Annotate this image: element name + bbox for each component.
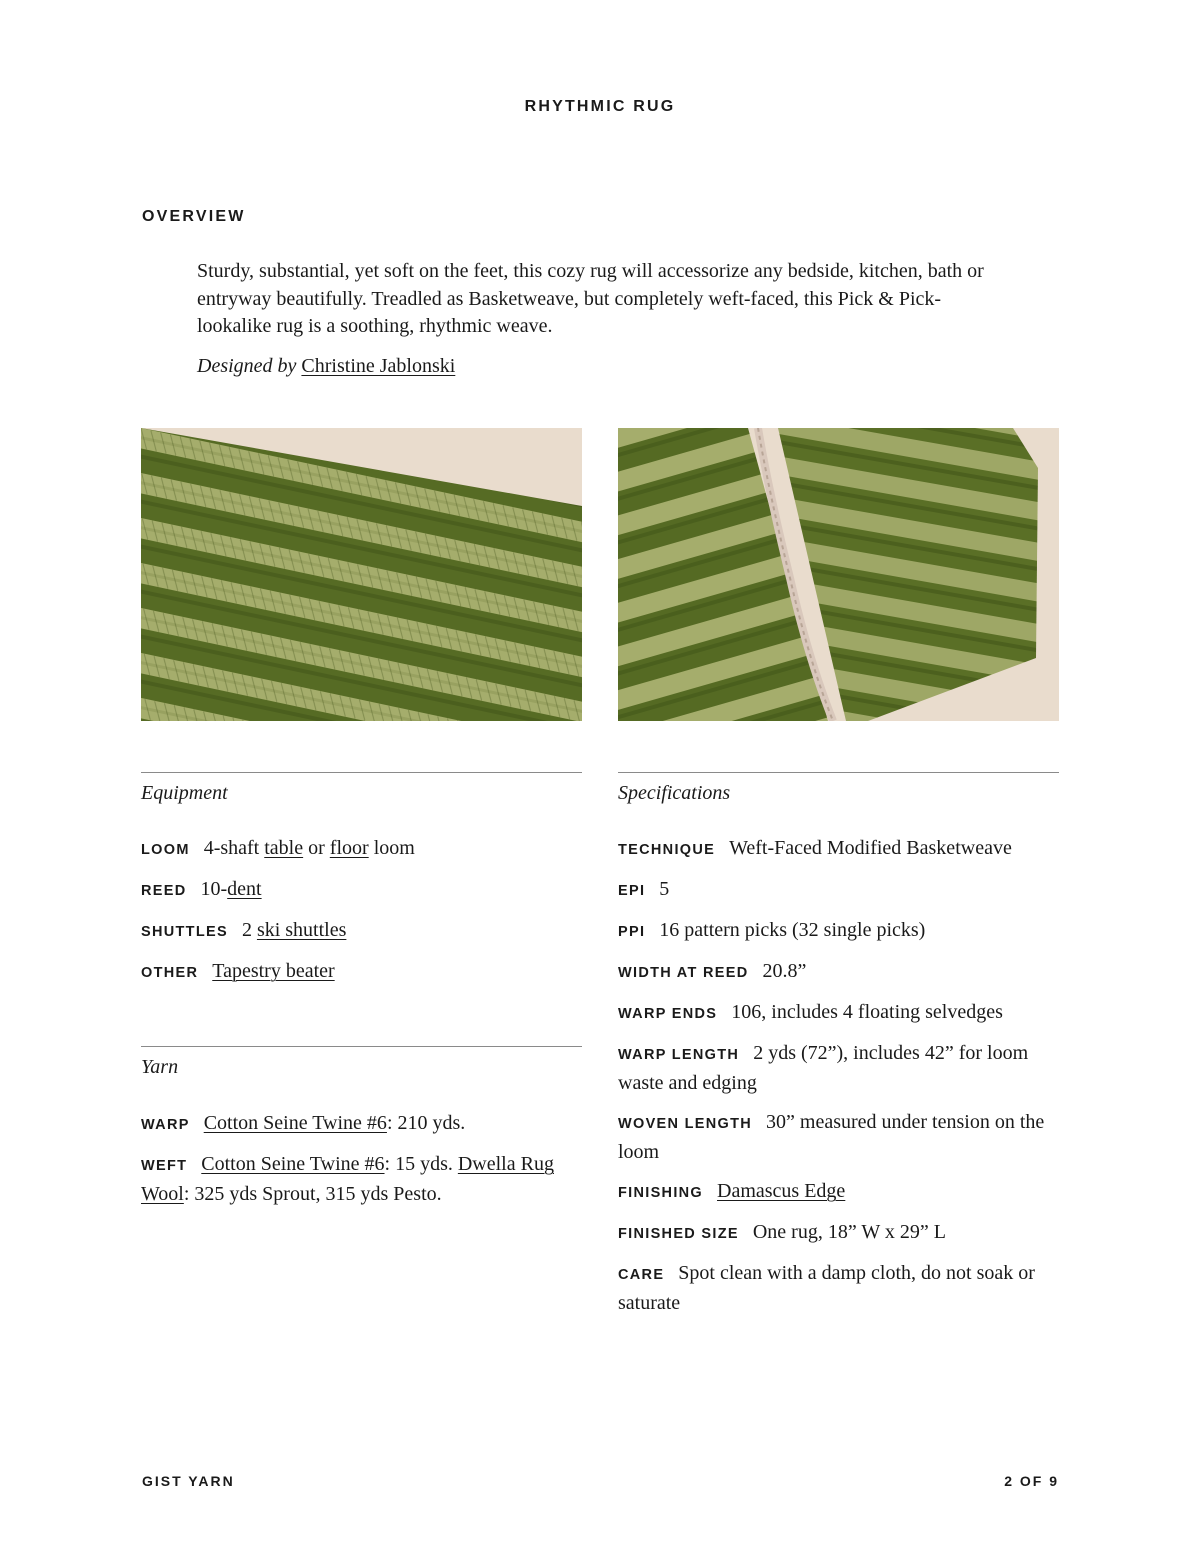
other-label: OTHER [141,965,199,981]
width-at-reed-label: WIDTH AT REED [618,965,749,981]
spec-woven-length [618,1109,1059,1166]
warp-ends-label: WARP ENDS [618,1006,718,1022]
technique-label: TECHNIQUE [618,842,716,858]
ppi-value: 16 pattern picks (32 single picks) [659,919,926,941]
width-at-reed-value: 20.8” [762,960,807,982]
dwella-rug-wool-link[interactable]: Dwella Rug Wool [141,1153,554,1205]
woven-length-label: WOVEN LENGTH [618,1116,753,1132]
dent-link[interactable]: dent [227,878,262,900]
equipment-other [141,958,582,988]
floor-loom-link[interactable]: floor [329,837,369,859]
shuttles-prefix: 2 [241,919,252,941]
warp-label: WARP [141,1117,190,1133]
spec-technique [618,835,1059,865]
document-title: RHYTHMIC RUG [524,98,676,115]
equipment-title: Equipment [141,782,228,804]
epi-label: EPI [618,883,646,899]
ski-shuttles-link[interactable]: ski shuttles [256,919,347,941]
tapestry-beater-link[interactable]: Tapestry beater [212,960,335,982]
finished-size-value: One rug, 18” W x 29” L [752,1221,946,1243]
care-label: CARE [618,1267,665,1283]
yarn-title: Yarn [141,1056,179,1078]
warp-yarn-link[interactable]: Cotton Seine Twine #6 [203,1112,387,1134]
designed-by-label: Designed by [197,355,297,377]
spec-width-at-reed [618,958,1059,988]
equipment-divider [141,772,582,773]
reed-prefix: 10- [200,878,228,900]
woven-length-value: 30” measured under tension on the loom [618,1111,1045,1163]
loom-label: LOOM [141,842,190,858]
rug-photo-left [141,428,582,721]
yarn-weft [141,1151,582,1208]
equipment-reed [141,876,582,906]
loom-prefix: 4-shaft [203,837,260,859]
designer-line [197,355,455,378]
ppi-label: PPI [618,924,646,940]
weft-suffix: : 325 yds Sprout, 315 yds Pesto. [183,1182,442,1205]
table-loom-link[interactable]: table [264,837,304,859]
footer-page-number: 2 OF 9 [1004,1473,1059,1489]
epi-value: 5 [659,878,670,900]
shuttles-label: SHUTTLES [141,924,228,940]
footer-brand: GIST YARN [142,1473,235,1489]
warp-suffix: : 210 yds. [386,1112,466,1134]
spec-warp-ends [618,999,1059,1029]
spec-warp-length [618,1040,1059,1097]
spec-finished-size [618,1219,1059,1249]
reed-label: REED [141,883,187,899]
spec-care [618,1260,1059,1317]
weft-mid: : 15 yds. [384,1153,458,1175]
loom-suffix: loom [373,837,415,859]
yarn-warp [141,1110,582,1140]
finishing-label: FINISHING [618,1185,704,1201]
finished-size-label: FINISHED SIZE [618,1226,739,1242]
overview-heading: OVERVIEW [142,208,246,225]
warp-length-value: 2 yds (72”), includes 42” for loom waste and edging [618,1042,1029,1094]
loom-or: or [308,837,325,859]
equipment-shuttles [141,917,582,947]
spec-finishing [618,1178,1059,1208]
damascus-edge-link[interactable]: Damascus Edge [717,1180,846,1202]
yarn-divider [141,1046,582,1047]
overview-text: Sturdy, substantial, yet soft on the feet, this cozy rug will accessorize any bedside, kitchen, bath or entryway beautifully. Treadled as Basketweave, but completely weft-faced, this Pick & Pick-lookalike rug is a soothing, rhythmic weave. [197,260,984,337]
weft-cotton-link[interactable]: Cotton Seine Twine #6 [201,1153,385,1175]
designer-link[interactable]: Christine Jablonski [301,355,456,377]
specifications-title: Specifications [618,782,731,804]
spec-ppi [618,917,1059,947]
rug-photo-right [618,428,1059,721]
specifications-divider [618,772,1059,773]
equipment-loom [141,835,582,865]
warp-length-label: WARP LENGTH [618,1047,740,1063]
spec-epi [618,876,1059,906]
weft-label: WEFT [141,1158,188,1174]
technique-value: Weft-Faced Modified Basketweave [729,837,1012,859]
care-value: Spot clean with a damp cloth, do not soak or saturate [618,1262,1035,1314]
warp-ends-value: 106, includes 4 floating selvedges [731,1001,1003,1023]
